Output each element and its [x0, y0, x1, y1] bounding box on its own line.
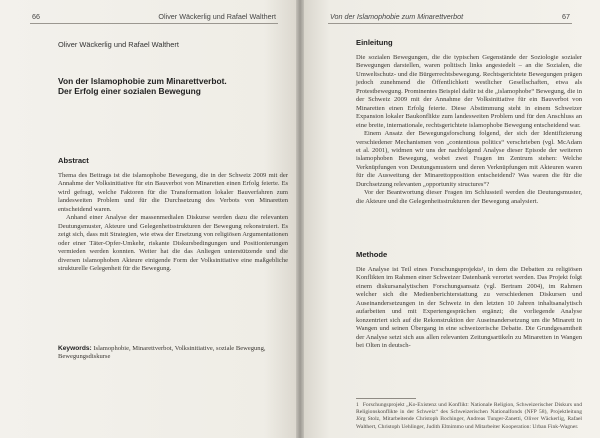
footnote-number: 1 — [356, 402, 359, 408]
section-heading: Methode — [356, 250, 388, 259]
footnote-text: Forschungsprojekt „Ko-Existenz und Konflikt: Nationale Religion, Schweizerischer Diskurs und Religionskonflikte in der Schweiz“ des Schweizerischen Nationalfonds (NFP 58), Projektleitung Jörg Stolz, Mitarbeitende Christoph Bochinger, Andreas Tunger-Zanetti, Oliver Wäckerlig, Rafael Walthert, Christoph Uehlinger, Judith Eltnimmo und Mitarbeiter Kooperation: Urban Fink-Wagner. — [356, 402, 582, 430]
title-line-1: Von der Islamophobie zum Minarettverbot. — [58, 76, 227, 86]
abstract-body — [58, 172, 288, 273]
intro-heading — [356, 38, 582, 47]
intro-body — [356, 54, 582, 206]
keywords — [58, 345, 288, 362]
keywords-label: Keywords: — [58, 345, 92, 352]
header-rule — [30, 23, 278, 24]
section-heading: Abstract — [58, 156, 89, 165]
method-heading — [356, 250, 582, 259]
section-heading: Einleitung — [356, 38, 393, 47]
running-head: Oliver Wäckerlig und Rafael Walthert — [158, 12, 276, 21]
right-page — [300, 0, 600, 438]
paragraph: Die Analyse ist Teil eines Forschungsprojekts¹, in dem die Debatten zu religiösen Konflikten im Rahmen einer Schweizer Datenbank verortet werden. Das Projekt folgt einem diskursanalytischen Forschungsansatz (vgl. Bertram 2004), im Rahmen welcher sich die Medienberichterstattung zu verschiedenen Diskursen und Auseinandersetzungen in der Schweiz in den letzten 10 Jahren inhaltsanalytisch aufarbeiten und mit Expertengesprächen ergänzt; die vorliegende Analyse konzentriert sich auf die Rekonstruktion der Auseinandersetzung um die Minarett in Wangen und seinen Übergang in eine schweizerische Debatte. Die Grundgesamtheit der Analyse setzt sich aus allen relevanten Zeitungsartikeln zu Minaretten in Wangen bei Olten in deutsch- — [356, 266, 582, 350]
chapter-title — [58, 76, 288, 96]
abstract-heading — [58, 156, 288, 165]
footnote — [356, 402, 582, 431]
page-number: 66 — [32, 12, 40, 21]
page-number: 67 — [562, 12, 570, 21]
author-line: Oliver Wäckerlig und Rafael Walthert — [58, 40, 179, 49]
footnote-rule — [356, 398, 416, 399]
book-gutter — [296, 0, 304, 438]
running-head: Von der Islamophobie zum Minarettverbot — [330, 12, 464, 21]
method-body — [356, 266, 582, 351]
paragraph: Vor der Beantwortung dieser Fragen im Schlussteil werden die Deutungsmuster, die Akteure und die Gelegenheitsstrukturen der Bewegung analysiert. — [356, 189, 582, 205]
paragraph: Anhand einer Analyse der massenmedialen Diskurse werden dazu die relevanten Deutungsmuster, Akteure und Gelegenheitsstrukturen der Bewegung rekonstruiert. Es zeigt sich, dass mit Strategien, wie etwa der Ersetzung von religiösen Argumentationen oder einer Täter-Opfer-Umkehr, riskante Diskursbedingungen und Positionierungen vermieden werden konnten. Weiter hat die das Anliegen unterstützende und die diversen islamophoben Akteure einigende Form der Volksinitiative eine maßgebliche strukturelle Gelegenheit für die Bewegung. — [58, 214, 288, 272]
paragraph: Einem Ansatz der Bewegungsforschung folgend, der sich der Identifizierung verschiedener Mechanismen von „contentious politics“ verschrieben (vgl. McAdam et al. 2001), widmen wir uns der nachfolgend Analyse dieser Episode der weiteren islamophoben Bewegung, wobei zwei Fragen im Zentrum stehen: Welche Verknüpfungen von Deutungsmustern und deren Verknüpfungen mit Akteuren waren für die Ausweitung der Minarettopposition entscheidend? Was waren die für die Durchsetzung relevanten „opportunity structures“? — [356, 130, 582, 188]
header-rule — [328, 23, 572, 24]
keywords-text: Islamophobie, Minarettverbot, Volksinitiative, soziale Bewegung, Bewegungsdiskurse — [58, 345, 266, 361]
authors — [58, 40, 288, 49]
paragraph: Die sozialen Bewegungen, die die typischen Gegenstände der Soziologie sozialer Bewegungen darstellen, waren politisch links angesiedelt – an die Sozialen, die Umweltschutz- und die Bürgerrechtsbewegung. Rechtsgerichtete Bewegungen prägen jedoch zunehmend die Öffentlichkeit westlicher Gesellschaften, etwa als Protestbewegung. Prominentes Beispiel dafür ist die „islamophobe“ Bewegung, die in der Schweiz 2009 mit der Annahme der Volksinitiative für ein Bauverbot von Minaretten einen Erfolg feierte. Diese Abstimmung steht in einem Schweizer Expansion lokaler Baukonflikte zum landesweiten Problem und für den Anschluss an eine breite, internationale, rechtsgerichtete islamophobe Bewegung entscheidend war. — [356, 54, 582, 129]
title-line-2: Der Erfolg einer sozialen Bewegung — [58, 86, 201, 96]
paragraph: Thema des Beitrags ist die islamophobe Bewegung, die in der Schweiz 2009 mit der Annahme der Volksinitiative für ein Bauverbot von Minaretten einen Erfolg feierte. Es wird gefragt, welche Faktoren für die Transformation lokaler Bauverfahren zum landesweiten Problem und für die Durchsetzung des Verbots von Minaretten entscheidend waren. — [58, 172, 288, 213]
